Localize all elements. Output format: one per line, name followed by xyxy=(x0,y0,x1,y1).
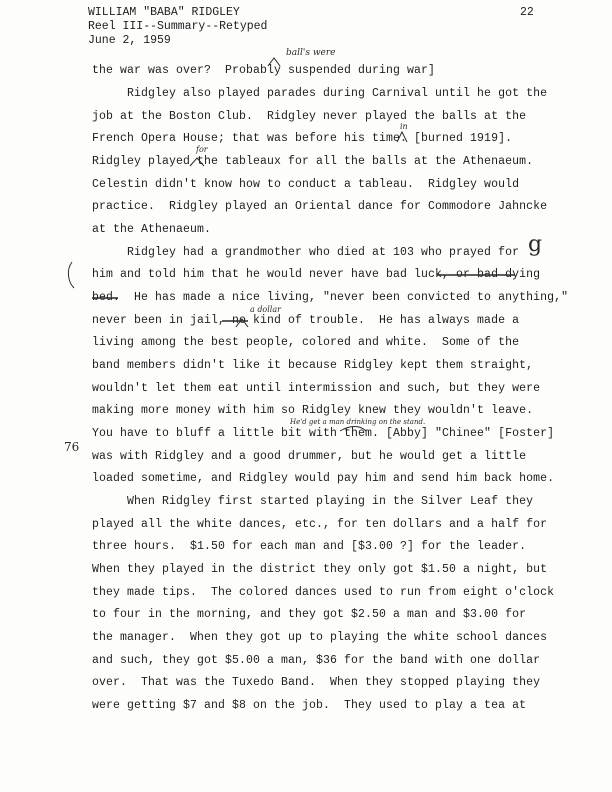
caret-mark-3 xyxy=(190,158,204,166)
body-line-25: to four in the morning, and they got $2.50 a man and $3.00 for xyxy=(92,608,527,621)
body-line-17: You have to bluff a little bit with them. [Abby] "Chinee" [Foster] xyxy=(92,427,555,440)
body-line-5: Ridgley played the tableaux for all the balls at the Athenaeum. xyxy=(92,155,534,168)
header-title: WILLIAM "BABA" RIDGLEY xyxy=(88,6,240,19)
body-line-13: living among the best people, colored and white. Some of the xyxy=(92,336,520,349)
insert-mark xyxy=(340,427,366,432)
body-line-23: When they played in the district they only got $1.50 a night, but xyxy=(92,563,548,576)
body-line-16: making more money with him so Ridgley knew they wouldn't leave. xyxy=(92,404,534,417)
margin-bracket xyxy=(68,262,74,288)
annotation-in: in xyxy=(400,122,408,131)
body-line-21: played all the white dances, etc., for ten dollars and a half for xyxy=(92,518,548,531)
annotation-a-dollar: a dollar xyxy=(250,305,281,314)
body-line-2: Ridgley also played parades during Carnival until he got the xyxy=(92,87,548,100)
body-line-7: practice. Ridgley played an Oriental dance for Commodore Jahncke xyxy=(92,200,548,213)
body-line-6: Celestin didn't know how to conduct a tableau. Ridgley would xyxy=(92,178,520,191)
margin-mark-g: g xyxy=(528,232,543,257)
caret-mark-4 xyxy=(236,319,248,327)
margin-mark-76: 76 xyxy=(64,440,80,454)
body-line-8: at the Athenaeum. xyxy=(92,223,212,236)
body-line-28: over. That was the Tuxedo Band. When they stopped playing they xyxy=(92,676,541,689)
body-line-20: When Ridgley first started playing in the Silver Leaf they xyxy=(92,495,534,508)
annotation-for: for xyxy=(196,145,208,154)
page-number: 22 xyxy=(520,6,534,19)
body-line-18: was with Ridgley and a good drummer, but he would get a little xyxy=(92,450,527,463)
body-line-24: they made tips. The colored dances used to run from eight o'clock xyxy=(92,586,555,599)
body-line-27: and such, they got $5.00 a man, $36 for the band with one dollar xyxy=(92,654,541,667)
annotation-balls-were: ball's were xyxy=(286,48,336,58)
body-line-22: three hours. $1.50 for each man and [$3.00 ?] for the leader. xyxy=(92,540,527,553)
body-line-14: band members didn't like it because Ridgley kept them straight, xyxy=(92,359,534,372)
annotation-note: He'd get a man drinking on the stand. xyxy=(290,418,426,426)
body-line-4: French Opera House; that was before his time. [burned 1919]. xyxy=(92,132,513,145)
body-line-3: job at the Boston Club. Ridgley never played the balls at the xyxy=(92,110,527,123)
caret-mark-2 xyxy=(397,132,407,142)
body-line-10: him and told him that he would never have bad luck, or bad dying xyxy=(92,268,541,281)
caret-mark-1 xyxy=(268,58,280,66)
body-line-19: loaded sometime, and Ridgley would pay him and send him back home. xyxy=(92,472,555,485)
header-date: June 2, 1959 xyxy=(88,34,171,47)
body-line-29: were getting $7 and $8 on the job. They used to play a tea at xyxy=(92,699,527,712)
body-line-15: wouldn't let them eat until intermission and such, but they were xyxy=(92,382,541,395)
body-line-26: the manager. When they got up to playing the white school dances xyxy=(92,631,548,644)
body-line-11: bed. He has made a nice living, "never been convicted to anything," xyxy=(92,291,569,304)
body-line-1: the war was over? Probably suspended during war] xyxy=(92,64,436,77)
body-line-9: Ridgley had a grandmother who died at 103 who prayed for xyxy=(92,246,520,259)
header-reel: Reel III--Summary--Retyped xyxy=(88,20,268,33)
body-line-12: never been in jail, no kind of trouble. He has always made a xyxy=(92,314,520,327)
